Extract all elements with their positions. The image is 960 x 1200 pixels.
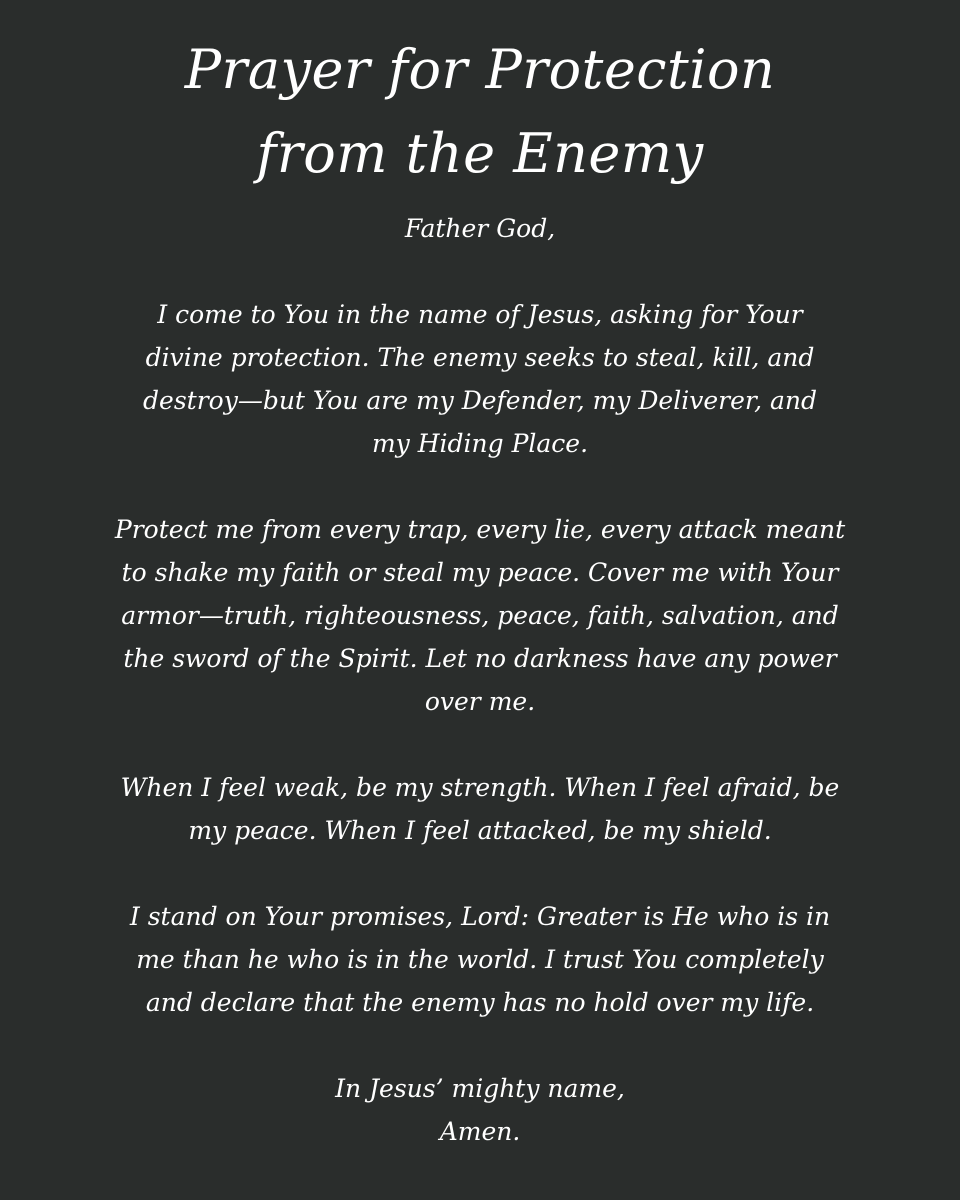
paragraph-gap [0, 465, 960, 508]
paragraph-line: my peace. When I feel attacked, be my shield. [188, 816, 772, 845]
prayer-body [0, 207, 960, 1153]
closing [0, 1067, 960, 1153]
paragraph-line: destroy—but You are my Defender, my Deliverer, and [143, 386, 817, 415]
paragraph-gap [0, 1024, 960, 1067]
paragraph-line: I stand on Your promises, Lord: Greater is He who is in [129, 902, 831, 931]
paragraph-line: over me. [424, 687, 536, 716]
paragraph-line: Protect me from every trap, every lie, every attack meant [114, 515, 846, 544]
paragraph-line: me than he who is in the world. I trust You completely [136, 945, 824, 974]
paragraph-gap [0, 723, 960, 766]
paragraph-1 [0, 293, 960, 465]
paragraph-gap [0, 852, 960, 895]
paragraph-4 [0, 895, 960, 1024]
paragraph-line: my Hiding Place. [371, 429, 589, 458]
paragraph-2 [0, 508, 960, 723]
paragraph-line: divine protection. The enemy seeks to steal, kill, and [145, 343, 815, 372]
paragraph-3 [0, 766, 960, 852]
salutation [0, 207, 960, 250]
paragraph-line: to shake my faith or steal my peace. Cover me with Your [121, 558, 839, 587]
paragraph-line: armor—truth, righteousness, peace, faith, salvation, and [121, 601, 839, 630]
paragraph-gap [0, 250, 960, 293]
title-line-1: Prayer for Protection [184, 38, 776, 101]
paragraph-line: and declare that the enemy has no hold over my life. [145, 988, 815, 1017]
closing-line-1: In Jesus’ mighty name, [335, 1074, 625, 1103]
closing-line-2: Amen. [439, 1117, 521, 1146]
title-line-2: from the Enemy [256, 122, 704, 185]
page-title [0, 28, 960, 196]
paragraph-line: When I feel weak, be my strength. When I feel afraid, be [120, 773, 840, 802]
paragraph-line: the sword of the Spirit. Let no darkness have any power [123, 644, 837, 673]
paragraph-line: I come to You in the name of Jesus, asking for Your [157, 300, 803, 329]
salutation-line: Father God, [404, 214, 556, 243]
